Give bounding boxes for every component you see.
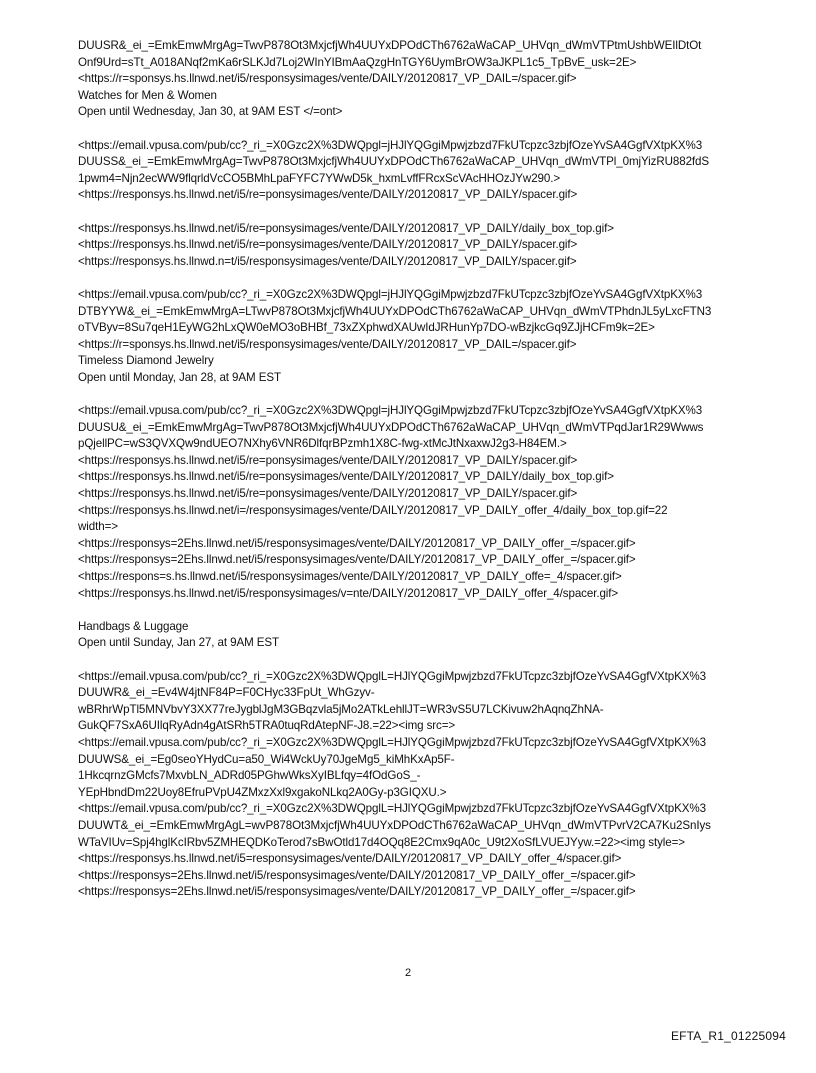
text-line: DUUWR&_ei_=Ev4W4jtNF84P=F0CHyc33FpUt_WhGzyv- bbox=[78, 686, 375, 700]
text-line: Watches for Men & Women bbox=[78, 88, 217, 102]
text-line: <https://responsys=2Ehs.llnwd.net/i5/responsysimages/vente/DAILY/20120817_VP_DAILY_offer_=/spacer.gif> bbox=[78, 868, 636, 882]
text-line: <https://email.vpusa.com/pub/cc?_ri_=X0Gzc2X%3DWQpgl=jHJlYQGgiMpwjzbzd7FkUTcpzc3zbjfOzeYvSA4GgfVXtpKX%3 bbox=[78, 287, 703, 301]
text-line: <https://respons=s.hs.llnwd.net/i5/responsysimages/vente/DAILY/20120817_VP_DAILY_offe=_4/spacer.gif> bbox=[78, 570, 622, 583]
blank-line bbox=[78, 602, 788, 619]
text-line: <https://r=sponsys.hs.llnwd.net/i5/responsysimages/vente/DAILY/20120817_VP_DAIL=/spacer.gif> bbox=[78, 337, 577, 351]
text-line: <https://responsys.hs.llnwd.net/i5/responsysimages/v=nte/DAILY/20120817_VP_DAILY_offer_4/spacer.gif> bbox=[78, 586, 619, 600]
text-line: DTBYYW&_ei_=EmkEmwMrgA=LTwvP878Ot3MxjcfjWh4UUYxDPOdCTh6762aWaCAP_UHVqn_dWmVTPhdnJL5yLxcFTN3 bbox=[78, 304, 712, 318]
text-line: pQjellPC=wS3QVXQw9ndUEO7NXhy6VNR6DlfqrBPzmh1X8C-fwg-xtMcJtNxaxwJ2g3-H84EM.> bbox=[78, 437, 567, 451]
text-line: Onf9Urd=sTt_A018ANqf2mKa6rSLKJd7Loj2WInYIBmAaQzgHnTGY6UymBrOW3aJKPL1c5_TpBvE_usk=2E> bbox=[78, 55, 637, 69]
blank-line bbox=[78, 204, 788, 221]
text-line: <https://r=sponsys.hs.llnwd.net/i5/responsysimages/vente/DAILY/20120817_VP_DAIL=/spacer.gif> bbox=[78, 72, 577, 86]
text-line: <https://email.vpusa.com/pub/cc?_ri_=X0Gzc2X%3DWQpgl=jHJlYQGgiMpwjzbzd7FkUTcpzc3zbjfOzeYvSA4GgfVXtpKX%3 bbox=[78, 404, 703, 418]
text-line: wBRhrWpTl5MNVbvY3XX77reJygblJgM3GBqzvla5jMo2ATkLehllJT=WR3vS5U7LCKivuw2hAqnqZhNA- bbox=[78, 702, 604, 716]
text-line: DUUSR&_ei_=EmkEmwMrgAg=TwvP878Ot3MxjcfjWh4UUYxDPOdCTh6762aWaCAP_UHVqn_dWmVTPtmUshbWEIlDtOt bbox=[78, 39, 702, 52]
text-line: 1pwm4=Njn2ecWW9flqrldVcCO5BMhLpaFYFC7YWwD5k_hxmLvffFRcxScVAcHHOzJYw290.> bbox=[78, 171, 561, 185]
text-line: GukQF7SxA6UIlqRyAdn4gAtSRh5TRA0tuqRdAtepNF-J8.=22><img src=> bbox=[78, 719, 456, 733]
text-line: <https://email.vpusa.com/pub/cc?_ri_=X0Gzc2X%3DWQpglL=HJlYQGgiMpwjzbzd7FkUTcpzc3zbjfOzeYvSA4GgfVXtpKX%3 bbox=[78, 802, 706, 816]
text-line: DUUWT&_ei_=EmkEmwMrgAgL=wvP878Ot3MxjcfjWh4UUYxDPOdCTh6762aWaCAP_UHVqn_dWmVTPvrV2CA7Ku2SnIys bbox=[78, 818, 711, 832]
text-line: Handbags & Luggage bbox=[78, 619, 189, 633]
blank-line bbox=[78, 386, 788, 403]
blank-line bbox=[78, 121, 788, 138]
text-line: DUUSS&_ei_=EmkEmwMrgAg=TwvP878Ot3MxjcfjWh4UUYxDPOdCTh6762aWaCAP_UHVqn_dWmVTPl_0mjYizRU882fdS bbox=[78, 155, 710, 169]
blank-line bbox=[78, 270, 788, 287]
blank-line bbox=[78, 652, 788, 669]
text-line: <https://responsys.hs.llnwd.net/i5/re=ponsysimages/vente/DAILY/20120817_VP_DAILY/daily_box_top.gif> bbox=[78, 470, 614, 484]
document-body bbox=[78, 38, 788, 901]
text-line: Open until Monday, Jan 28, at 9AM EST bbox=[78, 370, 281, 384]
text-line: <https://email.vpusa.com/pub/cc?_ri_=X0Gzc2X%3DWQpgl=jHJlYQGgiMpwjzbzd7FkUTcpzc3zbjfOzeYvSA4GgfVXtpKX%3 bbox=[78, 138, 703, 152]
text-line: <https://responsys=2Ehs.llnwd.net/i5/responsysimages/vente/DAILY/20120817_VP_DAILY_offer_=/spacer.gif> bbox=[78, 536, 636, 550]
text-line: <https://responsys.hs.llnwd.net/i5/re=ponsysimages/vente/DAILY/20120817_VP_DAILY/spacer.gif> bbox=[78, 453, 578, 467]
text-line: WTaVIUv=Spj4hglKcIRbv5ZMHEQDKoTerod7sBwOtld17d4OQq8E2Cmx9qA0c_U9t2XoSfLVUEJYyw.=22><img style=> bbox=[78, 835, 685, 849]
text-line: YEpHbndDm22Uoy8EfruPVpU4ZMxzXxl9xgakoNLkq2A0Gy-p3GIQXU.> bbox=[78, 785, 447, 799]
text-line: 1HkcqrnzGMcfs7MxvbLN_ADRd05PGhwWksXyIBLfqy=4fOdGoS_- bbox=[78, 769, 421, 783]
text-line: DUUSU&_ei_=EmkEmwMrgAg=TwvP878Ot3MxjcfjWh4UUYxDPOdCTh6762aWaCAP_UHVqn_dWmVTPqdJar1R29Wwws bbox=[78, 420, 704, 434]
text-line: <https://responsys.hs.llnwd.n=t/i5/responsysimages/vente/DAILY/20120817_VP_DAILY/spacer.gif> bbox=[78, 254, 577, 268]
text-line: <https://email.vpusa.com/pub/cc?_ri_=X0Gzc2X%3DWQpglL=HJlYQGgiMpwjzbzd7FkUTcpzc3zbjfOzeYvSA4GgfVXtpKX%3 bbox=[78, 669, 706, 683]
text-line: Open until Sunday, Jan 27, at 9AM EST bbox=[78, 636, 280, 650]
text-line: <https://responsys=2Ehs.llnwd.net/i5/responsysimages/vente/DAILY/20120817_VP_DAILY_offer_=/spacer.gif> bbox=[78, 553, 636, 567]
text-line: DUUWS&_ei_=Eg0seoYHydCu=a50_Wi4WckUy70JgeMg5_kiMhKxAp5F- bbox=[78, 752, 455, 766]
document-id-footer: EFTA_R1_01225094 bbox=[670, 1029, 786, 1043]
text-line: <https://responsys.hs.llnwd.net/i5/re=ponsysimages/vente/DAILY/20120817_VP_DAILY/spacer.gif> bbox=[78, 238, 578, 252]
page-number: 2 bbox=[404, 967, 412, 979]
text-line: <https://responsys=2Ehs.llnwd.net/i5/responsysimages/vente/DAILY/20120817_VP_DAILY_offer_=/spacer.gif> bbox=[78, 885, 636, 899]
text-line: <https://responsys.hs.llnwd.net/i5/re=ponsysimages/vente/DAILY/20120817_VP_DAILY/spacer.gif> bbox=[78, 487, 578, 501]
text-line: width=> bbox=[78, 520, 118, 534]
text-line: <https://responsys.hs.llnwd.net/i5=responsysimages/vente/DAILY/20120817_VP_DAILY_offer_4/spacer.gif> bbox=[78, 852, 622, 866]
text-line: oTVByv=8Su7qeH1EyWG2hLxQW0eMO3oBHBf_73xZXphwdXAUwIdJRHunYp7DO-wBzjkcGq9ZJjHCFm9k=2E> bbox=[78, 321, 655, 335]
text-line: <https://responsys.hs.llnwd.net/i5/re=ponsysimages/vente/DAILY/20120817_VP_DAILY/daily_box_top.gif> bbox=[78, 221, 614, 235]
text-line: Timeless Diamond Jewelry bbox=[78, 354, 214, 368]
text-line: <https://email.vpusa.com/pub/cc?_ri_=X0Gzc2X%3DWQpglL=HJlYQGgiMpwjzbzd7FkUTcpzc3zbjfOzeYvSA4GgfVXtpKX%3 bbox=[78, 735, 706, 749]
text-line: <https://responsys.hs.llnwd.net/i5/re=ponsysimages/vente/DAILY/20120817_VP_DAILY/spacer.gif> bbox=[78, 188, 578, 202]
text-line: Open until Wednesday, Jan 30, at 9AM EST </=ont> bbox=[78, 105, 343, 119]
text-line: <https://responsys.hs.llnwd.net/i=/responsysimages/vente/DAILY/20120817_VP_DAILY_offer_4/daily_box_top.gif=22 bbox=[78, 503, 668, 517]
